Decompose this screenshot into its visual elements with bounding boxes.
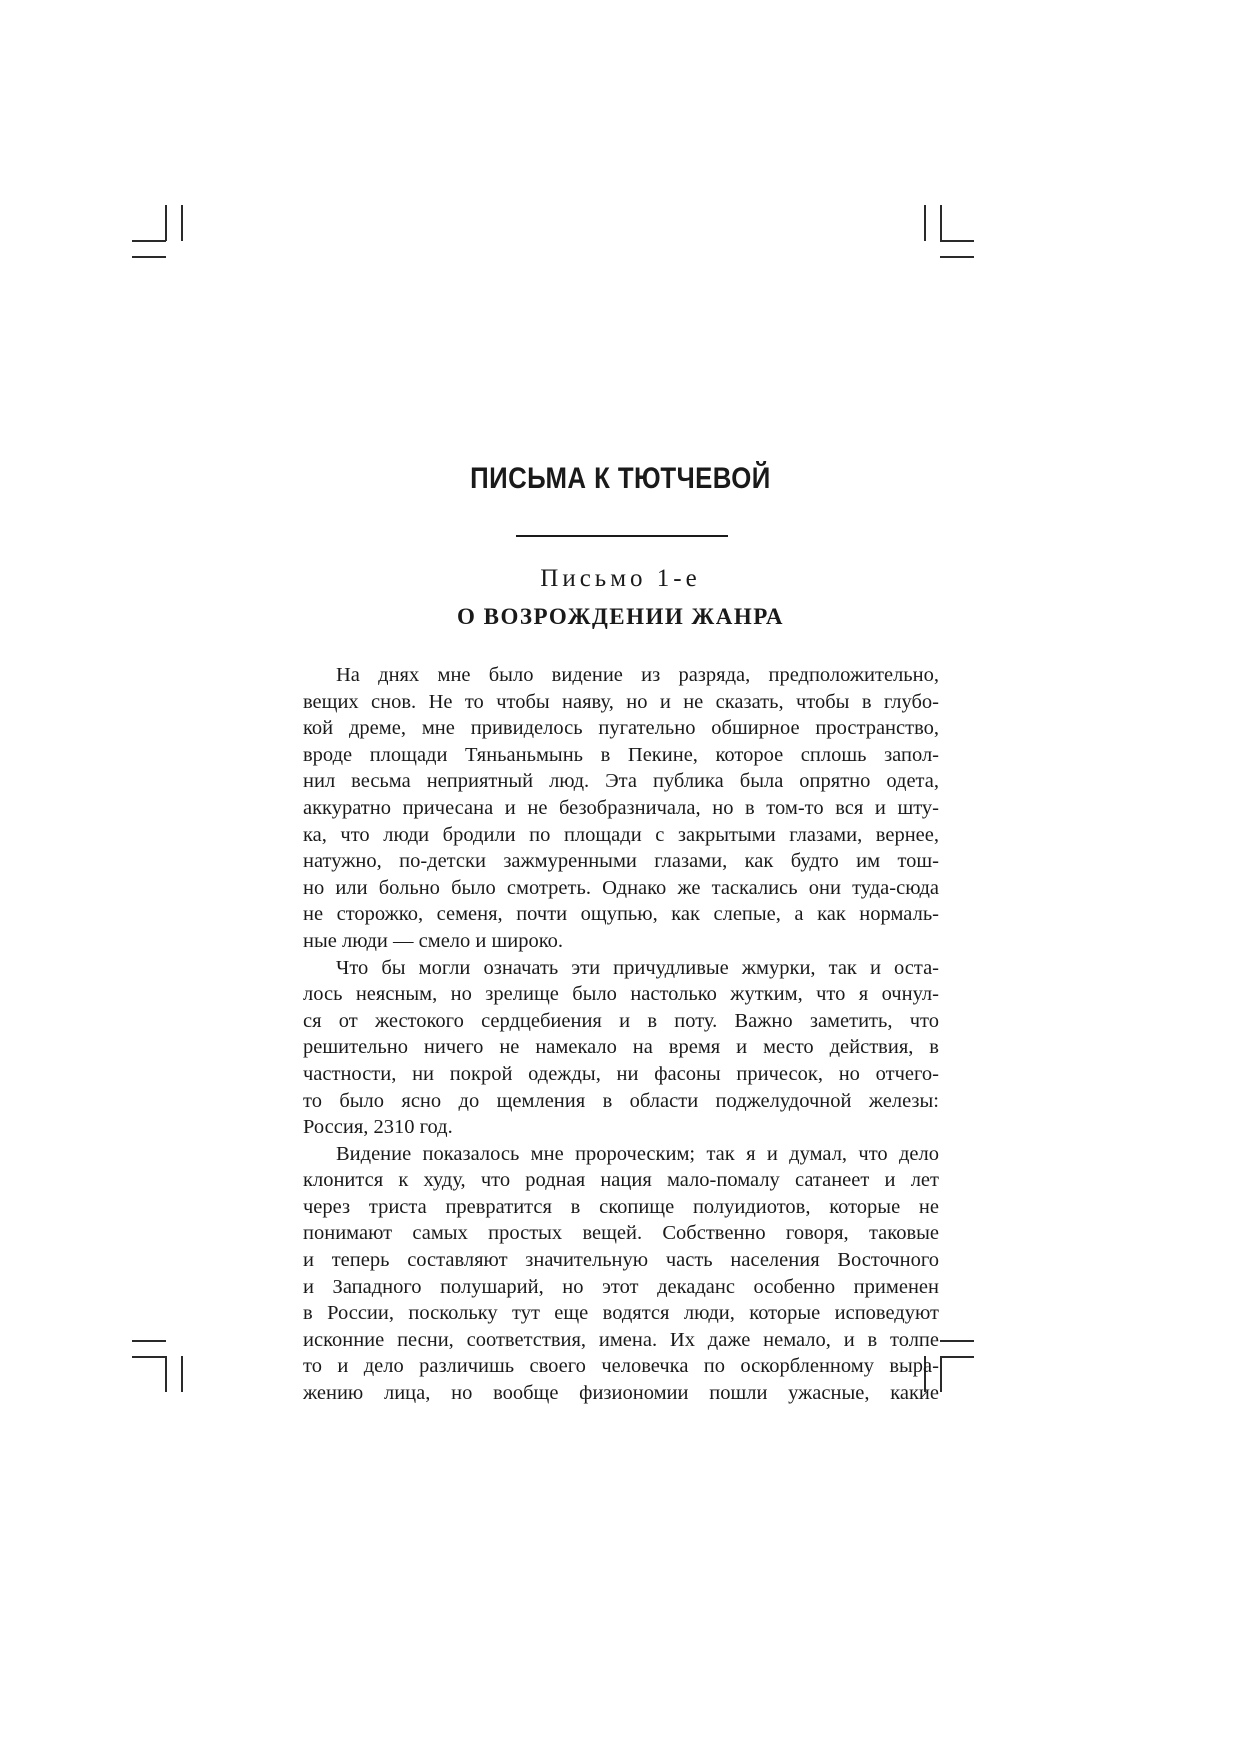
crop-mark	[165, 205, 167, 241]
text-line: но или больно было смотреть. Однако же таскались они туда-сюда	[303, 876, 939, 899]
text-line: ка, что люди бродили по площади с закрытыми глазами, вернее,	[303, 823, 939, 846]
text-line: исконние песни, соответствия, имена. Их даже немало, и в толпе	[303, 1328, 939, 1351]
crop-mark	[940, 256, 974, 258]
chapter-title: ПИСЬМА К ТЮТЧЕВОЙ	[470, 462, 771, 495]
text-line: ся от жестокого сердцебиения и в поту. Важно заметить, что	[303, 1009, 939, 1032]
text-line: через триста превратится в скопище полуидиотов, которые не	[303, 1195, 939, 1218]
text-line: нил весьма неприятный люд. Эта публика была опрятно одета,	[303, 770, 939, 793]
text-line: вещих снов. Не то чтобы наяву, но и не сказать, чтобы в глубо-	[303, 690, 939, 713]
title-rule	[516, 535, 728, 537]
letter-heading: О ВОЗРОЖДЕНИИ ЖАНРА	[456, 604, 785, 629]
text-line: аккуратно причесана и не безобразничала, но в том-то вся и шту-	[303, 796, 939, 819]
text-line: и Западного полушарий, но этот декаданс особенно применен	[303, 1275, 939, 1298]
crop-mark	[940, 1356, 942, 1392]
text-line: и теперь составляют значительную часть населения Восточного	[303, 1249, 939, 1272]
text-line: то и дело различишь своего человечка по оскорбленному выра-	[303, 1355, 939, 1378]
text-line: вроде площади Тяньаньмынь в Пекине, которое сплошь запол-	[303, 743, 939, 766]
text-line: лось неясным, но зрелище было настолько жутким, что я очнул-	[303, 983, 939, 1006]
body-text	[303, 662, 939, 1407]
crop-mark	[132, 1356, 166, 1358]
crop-mark	[940, 1356, 974, 1358]
text-line: кой дреме, мне привиделось пугательно обширное пространство,	[303, 717, 939, 740]
crop-mark	[181, 1356, 183, 1392]
text-line: Что бы могли означать эти причудливые жмурки, так и оста-	[336, 956, 939, 979]
text-line: не сторожко, семеня, почти ощупью, как слепые, а как нормаль-	[303, 903, 939, 926]
crop-mark	[181, 205, 183, 241]
text-line: то было ясно до щемления в области поджелудочной железы:	[303, 1089, 939, 1112]
crop-mark	[940, 240, 974, 242]
text-line: На днях мне было видение из разряда, предположительно,	[336, 664, 939, 686]
text-line: жению лица, но вообще физиономии пошли ужасные, какие	[303, 1382, 939, 1405]
crop-mark	[940, 1340, 974, 1342]
text-line: Видение показалось мне пророческим; так я и думал, что дело	[336, 1142, 939, 1165]
text-line: частности, ни покрой одежды, ни фасоны причесок, но отчего-	[303, 1062, 939, 1085]
text-line: натужно, по-детски зажмуренными глазами, как будто им тош-	[303, 850, 939, 873]
crop-mark	[132, 256, 166, 258]
text-line: ные люди — смело и широко.	[303, 929, 564, 952]
crop-mark	[924, 205, 926, 241]
crop-mark	[132, 240, 166, 242]
text-line: в России, поскольку тут еще водятся люди, которые исповедуют	[303, 1302, 939, 1325]
text-line: клонится к худу, что родная нация мало-помалу сатанеет и лет	[303, 1169, 939, 1192]
crop-mark	[165, 1356, 167, 1392]
text-line: Россия, 2310 год.	[303, 1116, 453, 1139]
letter-number: Письмо 1-е	[540, 565, 701, 592]
text-line: понимают самых простых вещей. Собственно говоря, таковые	[303, 1222, 939, 1245]
crop-mark	[132, 1340, 166, 1342]
crop-mark	[940, 205, 942, 241]
text-line: решительно ничего не намекало на время и место действия, в	[303, 1036, 939, 1059]
